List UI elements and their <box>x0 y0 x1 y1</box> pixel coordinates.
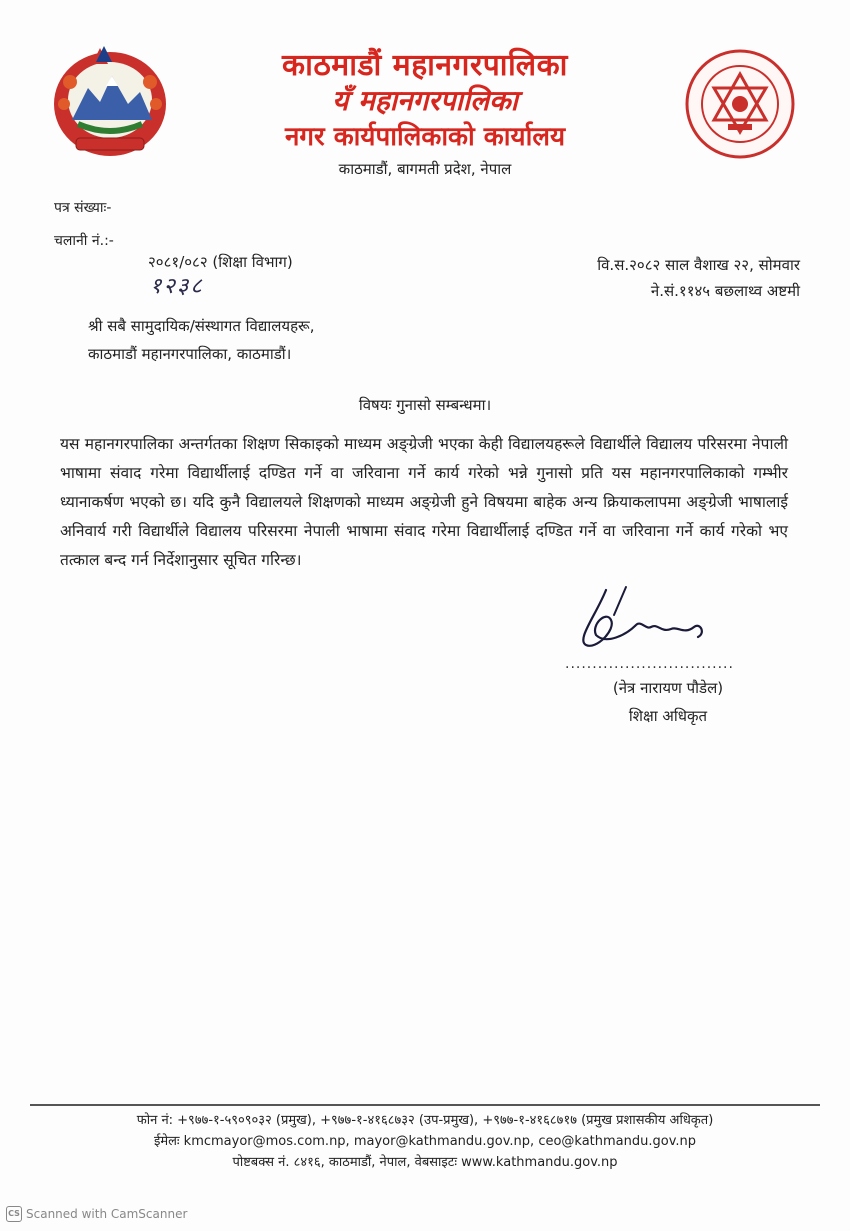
handwritten-dispatch-number: १२३८ <box>150 274 204 299</box>
footer-email: ईमेलः kmcmayor@mos.com.np, mayor@kathmandu.gov.np, ceo@kathmandu.gov.np <box>153 1134 697 1149</box>
footer-contact <box>30 1110 820 1173</box>
org-name-newari: यँ महानगरपालिका <box>332 84 518 117</box>
signatory-title: शिक्षा अधिकृत <box>628 707 708 725</box>
signature-dotted-line: ............................... <box>565 656 734 672</box>
office-name: नगर कार्यपालिकाको कार्यालय <box>284 122 566 152</box>
footer-phone: फोन नं: +९७७-१-५९०९०३२ (प्रमुख), +९७७-१-४१६८७३२ (उप-प्रमुख), +९७७-१-४१६८७१७ (प्रमुख प्रशासकीय अधिकृत) <box>136 1113 714 1128</box>
addressee-line-2: काठमाडौं महानगरपालिका, काठमाडौं। <box>88 345 292 363</box>
letterhead <box>200 48 650 180</box>
handwritten-signature <box>566 585 726 665</box>
date-bs: वि.स.२०८२ साल वैशाख २२, सोमवार <box>597 256 800 274</box>
office-location: काठमाडौं, बागमती प्रदेश, नेपाल <box>338 160 512 178</box>
camscanner-logo-icon: CS <box>6 1206 22 1222</box>
kathmandu-metropolitan-city-seal-icon <box>684 48 796 160</box>
camscanner-watermark <box>6 1206 187 1222</box>
letter-body: यस महानगरपालिका अन्तर्गतका शिक्षण सिकाइको माध्यम अङ्ग्रेजी भएका केही विद्यालयहरूले विद्यार्थीले विद्यालय परिसरमा नेपाली भाषामा संवाद गरेमा विद्यार्थीलाई दण्डित गर्ने वा जरिवाना गर्ने कार्य गरेको भन्ने गुनासो प्रति यस महानगरपालिकाको गम्भीर ध्यानाकर्षण भएको छ। यदि कुनै विद्यालयले शिक्षणको माध्यम अङ्ग्रेजी हुने विषयमा बाहेक अन्य क्रियाकलापमा अङ्ग्रेजी भाषालाई अनिवार्य गरी विद्यार्थीले विद्यालय परिसरमा नेपाली भाषामा संवाद गरेमा विद्यार्थीलाई दण्डित गर्ने वा जरिवाना गर्ने कार्य गरेको भए तत्काल बन्द गर्न निर्देशानुसार सूचित गरिन्छ। <box>60 435 788 569</box>
letter-number-label: पत्र संख्याः- <box>54 200 112 216</box>
fiscal-reference: २०८१/०८२ (शिक्षा विभाग) <box>148 253 293 271</box>
dispatch-number-label: चलानी नं.:- <box>54 233 114 249</box>
footer-divider <box>30 1104 820 1106</box>
addressee-line-1: श्री सबै सामुदायिक/संस्थागत विद्यालयहरू, <box>88 317 315 335</box>
footer-postbox-website: पोष्टबक्स नं. ८४१६, काठमाडौं, नेपाल, वेबसाइटः www.kathmandu.gov.np <box>232 1155 618 1170</box>
camscanner-text: Scanned with CamScanner <box>26 1207 188 1221</box>
date-nepal-sambat: ने.सं.११४५ बछलाथ्व अष्टमी <box>650 282 800 300</box>
subject-line: विषयः गुनासो सम्बन्धमा। <box>358 396 492 414</box>
org-name: काठमाडौं महानगरपालिका <box>282 48 568 83</box>
nepal-coat-of-arms-icon <box>48 42 172 160</box>
addressee <box>88 312 314 368</box>
signatory-name: (नेत्र नारायण पौडेल) <box>612 679 724 697</box>
letter-date <box>597 252 800 304</box>
